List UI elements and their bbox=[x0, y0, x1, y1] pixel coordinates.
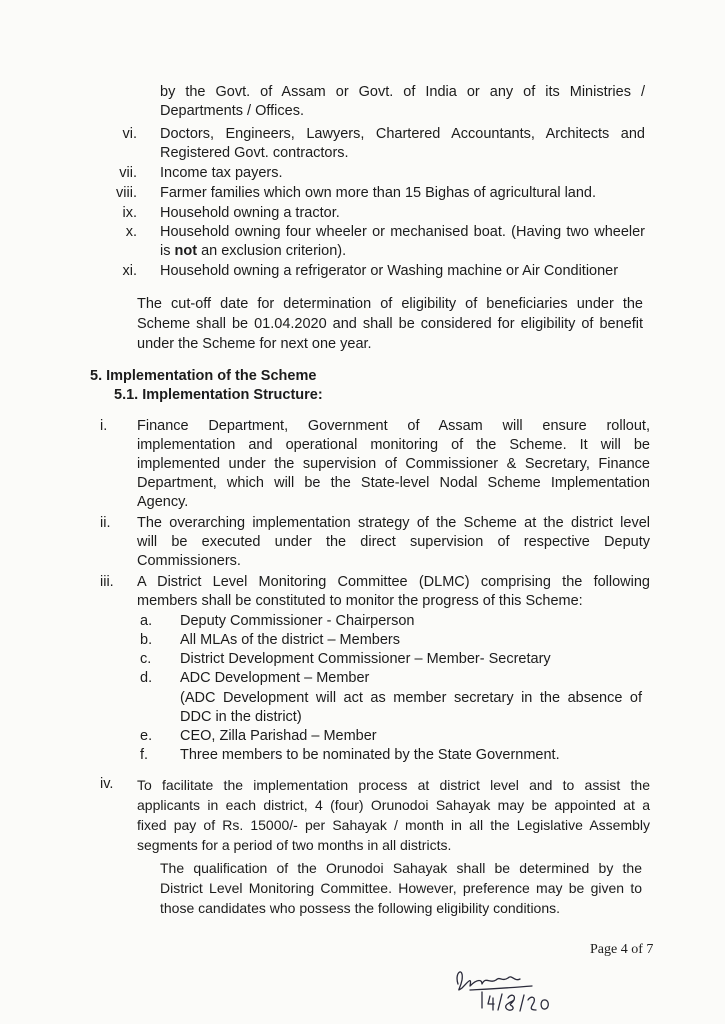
list-numeral: x. bbox=[125, 224, 137, 240]
text-line: District Level Monitoring Committee. However, preference may be given to bbox=[160, 880, 642, 896]
text-line: applicants in each district, 4 (four) Orunodoi Sahayak may be appointed at a bbox=[137, 797, 650, 813]
text-line: (ADC Development will act as member secretary in the absence of bbox=[180, 690, 642, 706]
text-line: The qualification of the Orunodoi Sahayak shall be determined by the bbox=[160, 860, 642, 876]
text-line: Household owning a tractor. bbox=[160, 205, 340, 221]
text-line: under the Scheme for next one year. bbox=[137, 336, 372, 352]
list-numeral: ii. bbox=[100, 515, 111, 531]
text-line: Farmer families which own more than 15 Bighas of agricultural land. bbox=[160, 185, 597, 201]
text-line: will be executed under the direct supervision of respective Deputy bbox=[137, 534, 650, 550]
text-line: DDC in the district) bbox=[180, 709, 302, 725]
section-heading: 5. Implementation of the Scheme bbox=[90, 368, 317, 384]
list-numeral: iii. bbox=[100, 574, 114, 590]
member-letter: b. bbox=[140, 632, 153, 648]
list-numeral: viii. bbox=[116, 185, 137, 201]
text-line: Doctors, Engineers, Lawyers, Chartered Accountants, Architects and bbox=[160, 126, 645, 142]
member-text: Three members to be nominated by the State Government. bbox=[180, 747, 560, 763]
subsection-heading: 5.1. Implementation Structure: bbox=[114, 387, 323, 403]
text-line: The overarching implementation strategy of the Scheme at the district level bbox=[137, 515, 650, 531]
list-numeral: vi. bbox=[122, 126, 137, 142]
text-line: Commissioners. bbox=[137, 553, 241, 569]
text-line: Scheme shall be 01.04.2020 and shall be considered for eligibility of benefit bbox=[137, 316, 643, 332]
text-line: segments for a period of two months in all districts. bbox=[137, 837, 452, 853]
member-text: ADC Development – Member bbox=[180, 670, 370, 686]
cutoff-paragraph bbox=[137, 294, 643, 354]
text-line: Agency. bbox=[137, 494, 189, 510]
text-line: Household owning four wheeler or mechanised boat. (Having two wheeler bbox=[160, 224, 645, 240]
member-letter: e. bbox=[140, 728, 153, 744]
text-line: Household owning a refrigerator or Washing machine or Air Conditioner bbox=[160, 263, 619, 279]
list-numeral: xi. bbox=[122, 263, 137, 279]
text-line: Registered Govt. contractors. bbox=[160, 145, 349, 161]
text-line: The cut-off date for determination of eligibility of beneficiaries under the bbox=[137, 296, 643, 312]
text-line: Finance Department, Government of Assam will ensure rollout, bbox=[137, 418, 650, 434]
list-numeral: vii. bbox=[119, 165, 137, 181]
emphasis-not: not bbox=[174, 243, 198, 259]
text-line: members shall be constituted to monitor the progress of this Scheme: bbox=[137, 593, 583, 609]
text-line: by the Govt. of Assam or Govt. of India or any of its Ministries / bbox=[160, 84, 645, 100]
text-line: A District Level Monitoring Committee (DLMC) comprising the following bbox=[137, 574, 650, 590]
list-numeral: i. bbox=[100, 418, 108, 434]
text-line: fixed pay of Rs. 15000/- per Sahayak / month in all the Legislative Assembly bbox=[137, 817, 650, 833]
member-letter: a. bbox=[140, 613, 153, 629]
member-letter: f. bbox=[140, 747, 149, 763]
list-numeral: iv. bbox=[100, 776, 114, 792]
member-text: District Development Commissioner – Member- Secretary bbox=[180, 651, 551, 667]
text-line: implemented under the supervision of Commissioner & Secretary, Finance bbox=[137, 456, 650, 472]
member-letter: d. bbox=[140, 670, 153, 686]
text-line: is not an exclusion criterion). bbox=[160, 243, 347, 259]
text-line: Department, which will be the State-level Nodal Scheme Implementation bbox=[137, 475, 650, 491]
member-text: CEO, Zilla Parishad – Member bbox=[180, 728, 377, 744]
qualification-paragraph bbox=[160, 858, 642, 918]
text-line: those candidates who possess the following eligibility conditions. bbox=[160, 900, 561, 916]
text-line: Income tax payers. bbox=[160, 165, 283, 181]
text-line: To facilitate the implementation process at district level and to assist the bbox=[137, 777, 650, 793]
member-text: Deputy Commissioner - Chairperson bbox=[180, 613, 415, 629]
member-text: All MLAs of the district – Members bbox=[180, 632, 400, 648]
list-numeral: ix. bbox=[122, 205, 137, 221]
text-line: implementation and operational monitoring of the Scheme. It will be bbox=[137, 437, 650, 453]
page-number: Page 4 of 7 bbox=[590, 942, 654, 957]
member-letter: c. bbox=[140, 651, 152, 667]
handwritten-signature bbox=[448, 962, 578, 1014]
text-line: Departments / Offices. bbox=[160, 103, 304, 119]
